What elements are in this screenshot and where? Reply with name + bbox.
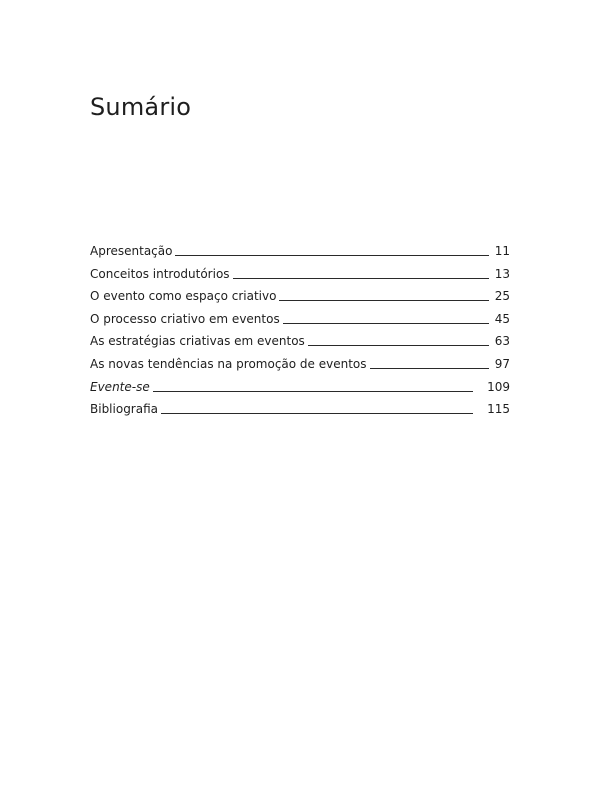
- toc-leader-line: [175, 255, 488, 256]
- toc-entry: [90, 263, 510, 286]
- toc-leader-line: [279, 300, 488, 301]
- page-title: Sumário: [90, 93, 192, 121]
- toc-entry: [90, 240, 510, 263]
- toc-leader-line: [283, 323, 489, 324]
- toc-entry: [90, 308, 510, 331]
- toc-entry-page: 25: [494, 289, 510, 304]
- toc-entry-title: Bibliografia: [90, 402, 159, 417]
- toc-entry-page: 63: [494, 334, 510, 349]
- toc-entry: [90, 330, 510, 353]
- toc-entry-title: As novas tendências na promoção de eventos: [90, 356, 367, 371]
- toc-entry: [90, 376, 510, 399]
- toc-entry-title: Evente-se: [90, 379, 150, 394]
- toc-entry: [90, 285, 510, 308]
- toc-entry-title: As estratégias criativas em eventos: [90, 334, 305, 349]
- toc-leader-line: [233, 278, 489, 279]
- toc-entry-page: 11: [494, 244, 510, 258]
- toc-leader-line: [161, 413, 473, 414]
- toc-leader-line: [370, 368, 489, 369]
- table-of-contents: [90, 240, 510, 421]
- toc-leader-line: [153, 391, 473, 392]
- toc-entry: [90, 398, 510, 421]
- toc-entry-page: 109: [487, 379, 510, 394]
- toc-entry-title: Apresentação: [90, 244, 173, 258]
- toc-entry-page: 97: [494, 356, 510, 371]
- toc-entry-title: O processo criativo em eventos: [90, 311, 280, 326]
- toc-entry-page: 13: [494, 266, 510, 281]
- toc-leader-line: [308, 345, 489, 346]
- toc-entry-page: 45: [494, 311, 510, 326]
- toc-entry-title: O evento como espaço criativo: [90, 289, 277, 304]
- toc-entry-title: Conceitos introdutórios: [90, 266, 230, 281]
- toc-entry: [90, 353, 510, 376]
- toc-entry-page: 115: [487, 402, 510, 417]
